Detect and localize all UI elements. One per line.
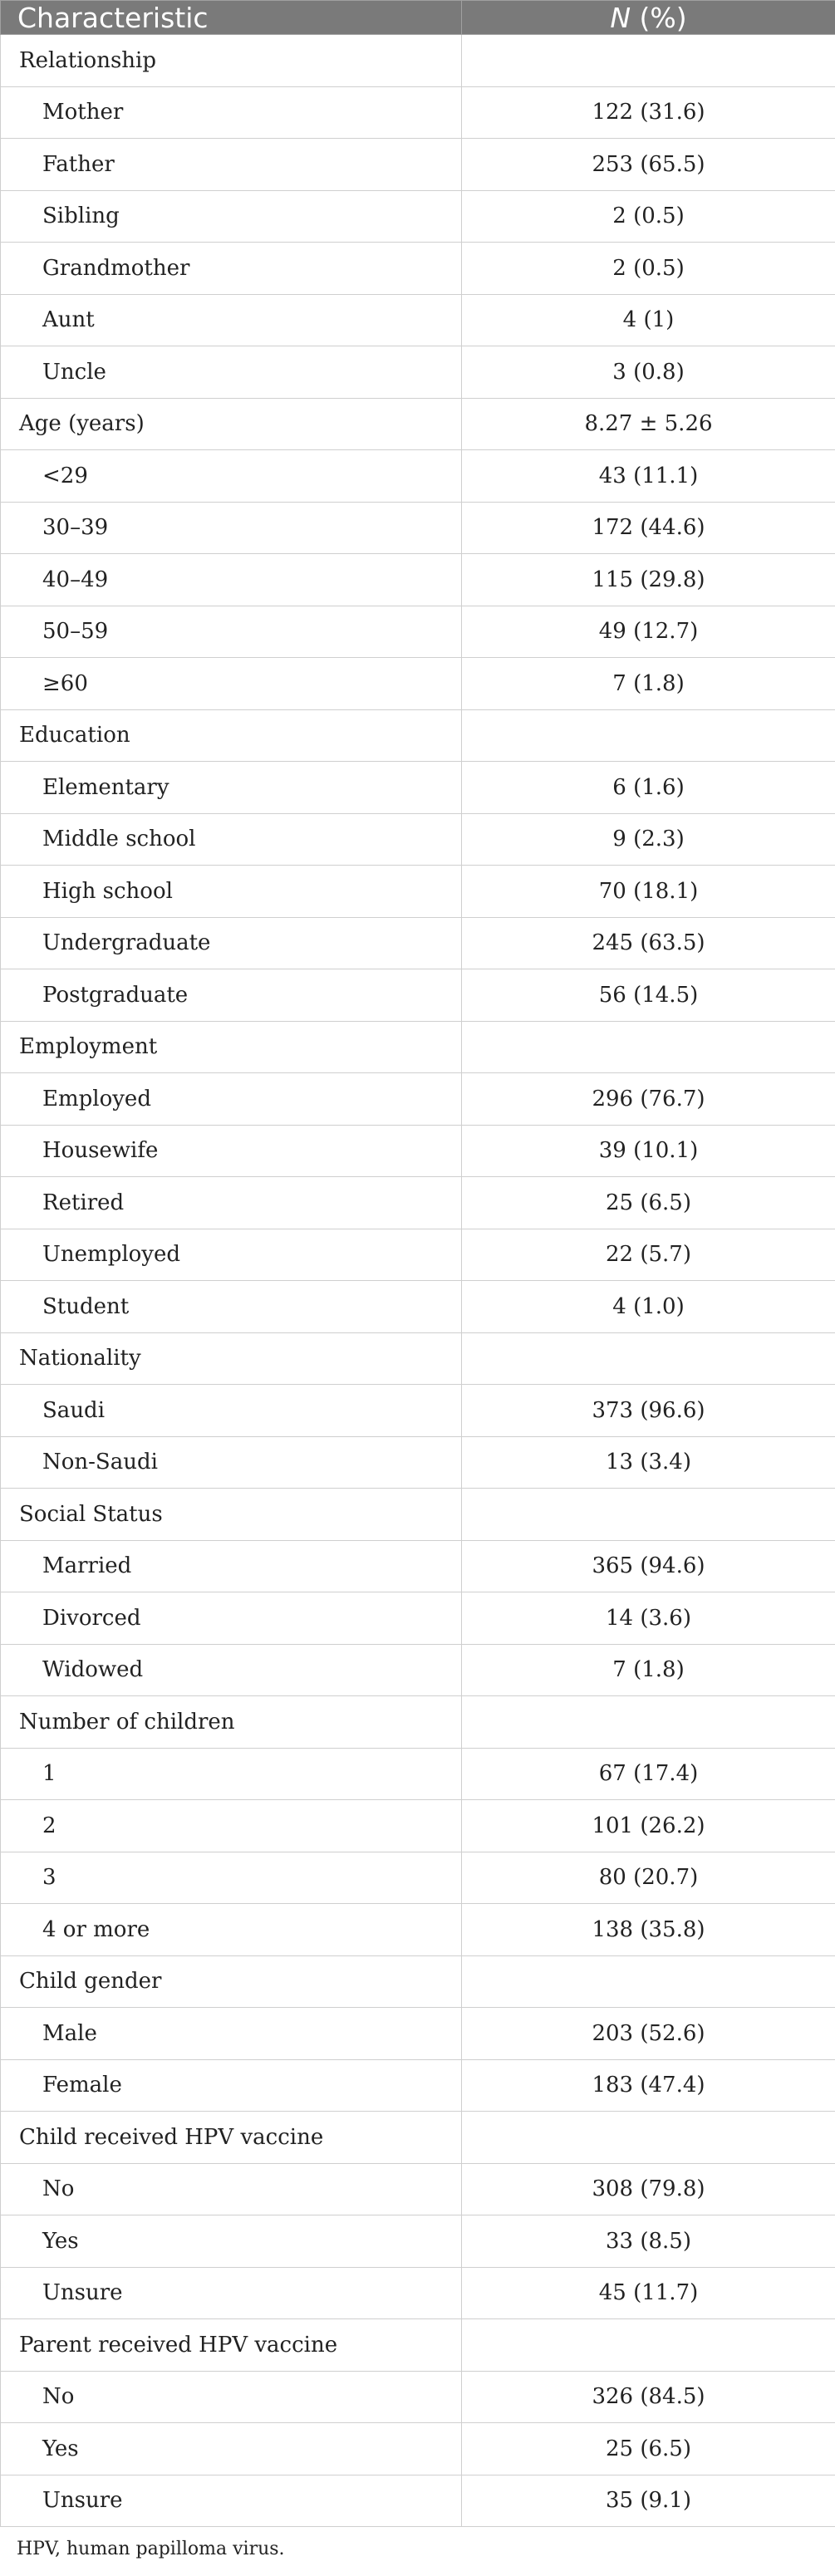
percent-suffix: (%) (631, 1, 687, 34)
row-value (462, 1489, 835, 1541)
row-label: Middle school (1, 813, 462, 866)
table-row (1, 1852, 835, 1904)
row-label: Relationship (1, 35, 462, 87)
row-label: Uncle (1, 346, 462, 399)
row-value: 43 (11.1) (462, 450, 835, 503)
row-value (462, 1021, 835, 1073)
row-label: Male (1, 2008, 462, 2060)
row-value (462, 2112, 835, 2164)
row-label: 4 or more (1, 1904, 462, 1956)
row-label: Nationality (1, 1332, 462, 1385)
row-label: Unsure (1, 2267, 462, 2319)
row-label: Child gender (1, 1955, 462, 2008)
table-header-row (1, 1, 835, 35)
row-label: Undergraduate (1, 917, 462, 969)
row-label: Number of children (1, 1696, 462, 1749)
table-row (1, 1436, 835, 1489)
row-label: Saudi (1, 1385, 462, 1437)
characteristic-header: Characteristic (1, 1, 462, 35)
row-value: 183 (47.4) (462, 2059, 835, 2112)
row-value: 39 (10.1) (462, 1125, 835, 1177)
row-value (462, 709, 835, 762)
table-row (1, 969, 835, 1022)
table-row (1, 1177, 835, 1229)
row-label: Non-Saudi (1, 1436, 462, 1489)
table-row (1, 606, 835, 658)
row-label: 1 (1, 1748, 462, 1800)
table-group-row (1, 2319, 835, 2372)
table-row (1, 2215, 835, 2268)
row-value: 138 (35.8) (462, 1904, 835, 1956)
row-label: High school (1, 866, 462, 918)
row-value: 14 (3.6) (462, 1592, 835, 1645)
row-label: Married (1, 1540, 462, 1592)
table-row (1, 554, 835, 606)
row-value: 8.27 ± 5.26 (462, 398, 835, 450)
table-group-row (1, 1489, 835, 1541)
row-value: 6 (1.6) (462, 762, 835, 814)
table-row (1, 2008, 835, 2060)
table-row (1, 294, 835, 346)
row-label: Unemployed (1, 1229, 462, 1281)
row-value: 122 (31.6) (462, 86, 835, 139)
row-label: Student (1, 1281, 462, 1333)
row-label: Age (years) (1, 398, 462, 450)
row-label: Retired (1, 1177, 462, 1229)
row-value: 296 (76.7) (462, 1073, 835, 1126)
row-value: 101 (26.2) (462, 1800, 835, 1852)
table-row (1, 813, 835, 866)
row-value: 25 (6.5) (462, 2423, 835, 2475)
row-value: 22 (5.7) (462, 1229, 835, 1281)
row-label: 2 (1, 1800, 462, 1852)
table-row (1, 1125, 835, 1177)
table-row (1, 86, 835, 139)
row-value: 373 (96.6) (462, 1385, 835, 1437)
row-value: 80 (20.7) (462, 1852, 835, 1904)
table-row (1, 2371, 835, 2423)
table-group-row (1, 1955, 835, 2008)
n-percent-header (462, 1, 835, 35)
row-label: Parent received HPV vaccine (1, 2319, 462, 2372)
table-group-row (1, 35, 835, 87)
row-value: 365 (94.6) (462, 1540, 835, 1592)
table-row (1, 2267, 835, 2319)
row-value: 4 (1) (462, 294, 835, 346)
row-label: Social Status (1, 1489, 462, 1541)
row-label: ≥60 (1, 658, 462, 710)
table-row (1, 1904, 835, 1956)
row-value: 4 (1.0) (462, 1281, 835, 1333)
table-row (1, 139, 835, 191)
row-label: Child received HPV vaccine (1, 2112, 462, 2164)
row-label: Sibling (1, 190, 462, 243)
table-row (1, 1281, 835, 1333)
row-value: 3 (0.8) (462, 346, 835, 399)
row-label: Mother (1, 86, 462, 139)
table-group-row (1, 2112, 835, 2164)
row-label: Yes (1, 2215, 462, 2268)
row-value (462, 1696, 835, 1749)
row-value: 253 (65.5) (462, 139, 835, 191)
row-value: 308 (79.8) (462, 2163, 835, 2215)
row-label: No (1, 2371, 462, 2423)
row-label: Yes (1, 2423, 462, 2475)
row-label: 40–49 (1, 554, 462, 606)
table-row (1, 190, 835, 243)
row-label: Housewife (1, 1125, 462, 1177)
row-value: 245 (63.5) (462, 917, 835, 969)
table-group-row (1, 1021, 835, 1073)
row-label: Grandmother (1, 243, 462, 295)
table-row (1, 658, 835, 710)
row-label: <29 (1, 450, 462, 503)
row-label: Employed (1, 1073, 462, 1126)
table-row (1, 1540, 835, 1592)
row-value: 7 (1.8) (462, 1644, 835, 1696)
table-body (1, 35, 835, 2527)
table-row (1, 1229, 835, 1281)
table-row (1, 1800, 835, 1852)
table-group-row (1, 1332, 835, 1385)
table-row (1, 2163, 835, 2215)
table-row (1, 450, 835, 503)
row-label: Divorced (1, 1592, 462, 1645)
row-label: Education (1, 709, 462, 762)
row-value: 56 (14.5) (462, 969, 835, 1022)
table-row (1, 2059, 835, 2112)
row-value: 35 (9.1) (462, 2475, 835, 2527)
row-value (462, 1332, 835, 1385)
table-row (1, 1073, 835, 1126)
row-value: 203 (52.6) (462, 2008, 835, 2060)
row-label: Postgraduate (1, 969, 462, 1022)
row-label: No (1, 2163, 462, 2215)
table-row (1, 1592, 835, 1645)
row-value: 9 (2.3) (462, 813, 835, 866)
table-row (1, 762, 835, 814)
row-value: 25 (6.5) (462, 1177, 835, 1229)
table-row (1, 243, 835, 295)
table-group-row (1, 398, 835, 450)
row-value: 33 (8.5) (462, 2215, 835, 2268)
row-label: 30–39 (1, 502, 462, 554)
table-row (1, 2475, 835, 2527)
row-value (462, 1955, 835, 2008)
row-label: Female (1, 2059, 462, 2112)
row-value: 2 (0.5) (462, 243, 835, 295)
row-value: 49 (12.7) (462, 606, 835, 658)
table-footnote: HPV, human papilloma virus. (17, 2539, 285, 2559)
row-label: 50–59 (1, 606, 462, 658)
table-row (1, 346, 835, 399)
table-row (1, 502, 835, 554)
row-value: 115 (29.8) (462, 554, 835, 606)
row-value (462, 2319, 835, 2372)
table-row (1, 2423, 835, 2475)
table-row (1, 1748, 835, 1800)
table-row (1, 866, 835, 918)
row-value: 7 (1.8) (462, 658, 835, 710)
table-group-row (1, 709, 835, 762)
row-value: 45 (11.7) (462, 2267, 835, 2319)
row-value: 70 (18.1) (462, 866, 835, 918)
row-value: 67 (17.4) (462, 1748, 835, 1800)
row-value (462, 35, 835, 87)
row-value: 2 (0.5) (462, 190, 835, 243)
table-row (1, 917, 835, 969)
row-label: Unsure (1, 2475, 462, 2527)
table-group-row (1, 1696, 835, 1749)
row-value: 172 (44.6) (462, 502, 835, 554)
row-label: Elementary (1, 762, 462, 814)
row-value: 13 (3.4) (462, 1436, 835, 1489)
table-row (1, 1644, 835, 1696)
row-label: 3 (1, 1852, 462, 1904)
n-symbol: N (610, 1, 631, 34)
table-row (1, 1385, 835, 1437)
row-value: 326 (84.5) (462, 2371, 835, 2423)
row-label: Employment (1, 1021, 462, 1073)
row-label: Widowed (1, 1644, 462, 1696)
row-label: Aunt (1, 294, 462, 346)
row-label: Father (1, 139, 462, 191)
